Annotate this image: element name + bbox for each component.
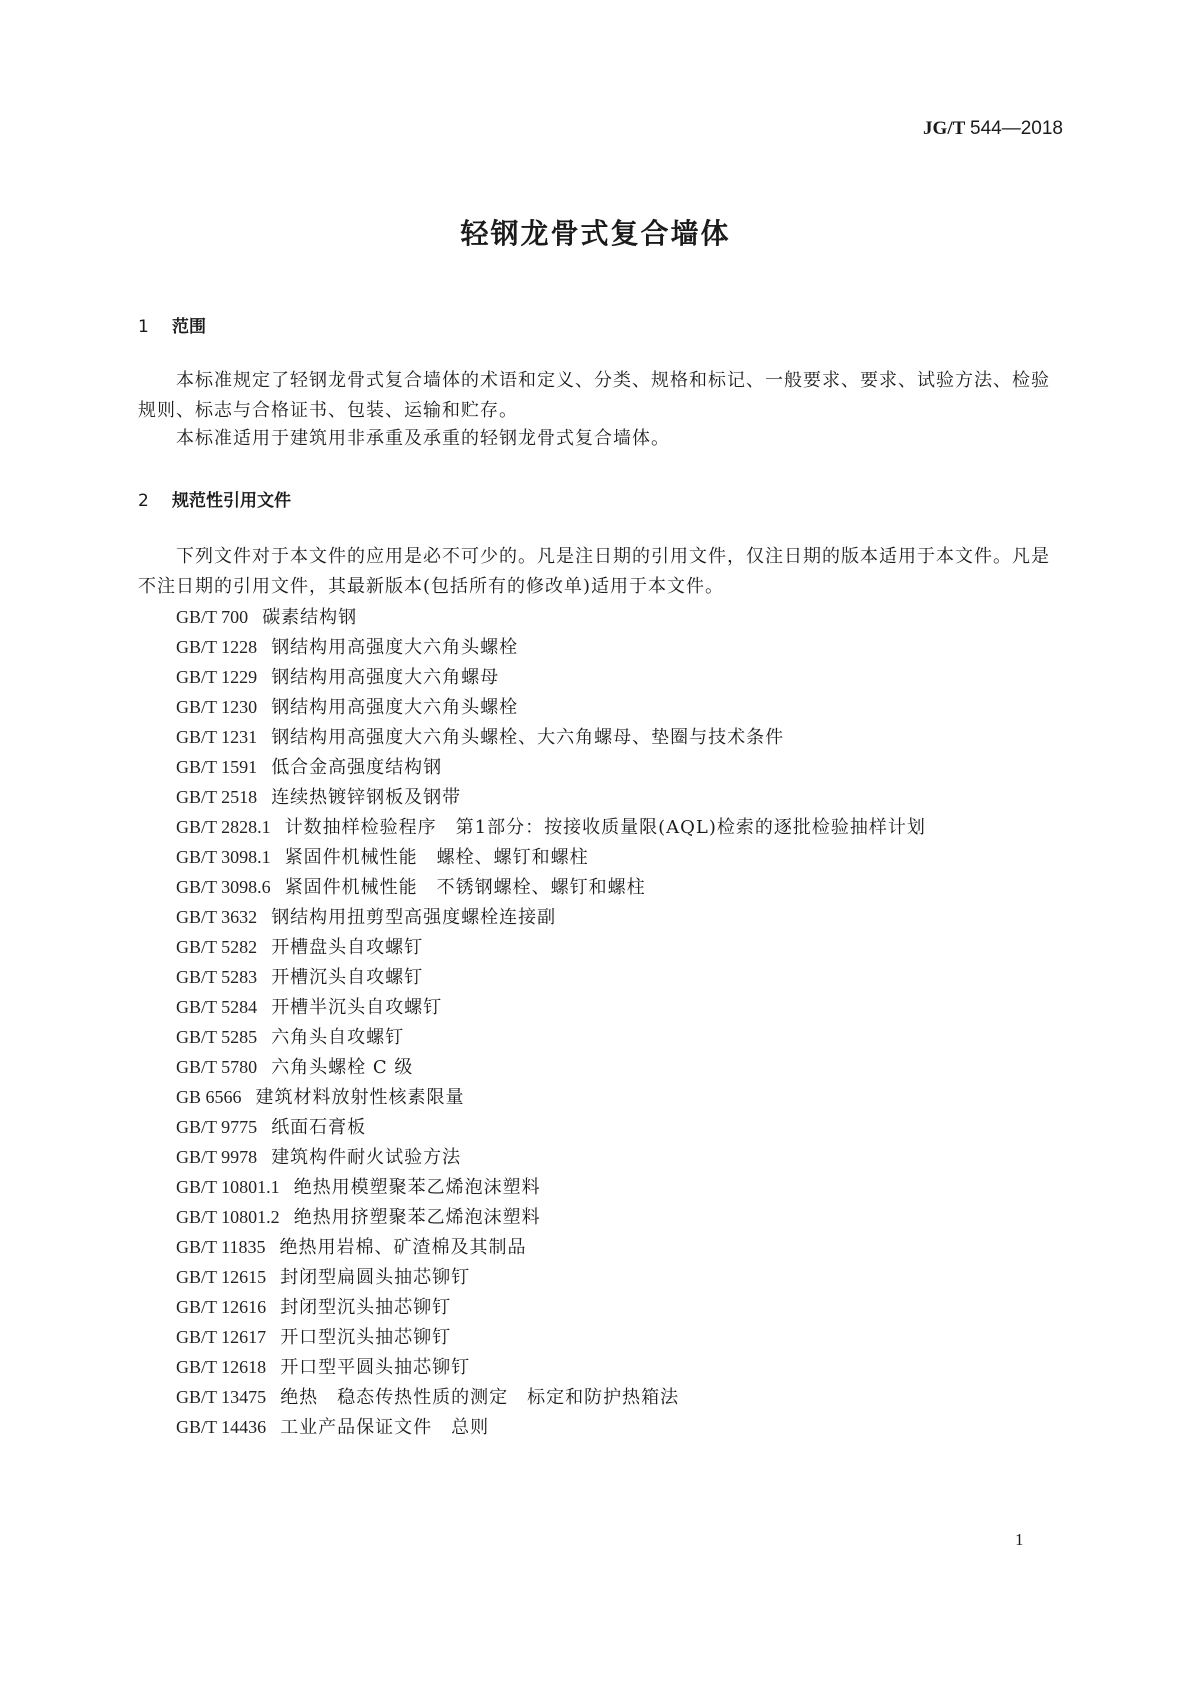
reference-code: GB/T 12618	[176, 1357, 267, 1377]
reference-item	[176, 782, 926, 812]
reference-code: GB/T 2518	[176, 787, 258, 807]
reference-item	[176, 1202, 926, 1232]
reference-code: GB/T 1228	[176, 637, 258, 657]
reference-title: 钢结构用扭剪型高强度螺栓连接副	[271, 907, 557, 928]
reference-code: GB/T 5780	[176, 1057, 258, 1077]
reference-title: 开槽沉头自攻螺钉	[271, 967, 424, 988]
reference-item	[176, 1082, 926, 1112]
reference-item	[176, 1022, 926, 1052]
standard-prefix: JG/T	[923, 118, 966, 139]
reference-code: GB/T 10801.2	[176, 1207, 280, 1227]
section-number: 1	[138, 317, 149, 337]
reference-title: 绝热用模塑聚苯乙烯泡沫塑料	[293, 1177, 541, 1198]
reference-item	[176, 632, 926, 662]
reference-item	[176, 842, 926, 872]
reference-title: 封闭型扁圆头抽芯铆钉	[280, 1267, 471, 1288]
standard-number: 544—2018	[970, 118, 1063, 139]
reference-code: GB/T 2828.1	[176, 817, 271, 837]
reference-title: 钢结构用高强度大六角螺母	[271, 667, 500, 688]
reference-title: 开口型平圆头抽芯铆钉	[280, 1357, 471, 1378]
reference-title: 绝热用岩棉、矿渣棉及其制品	[279, 1237, 527, 1258]
reference-title: 连续热镀锌钢板及钢带	[271, 787, 462, 808]
reference-code: GB/T 10801.1	[176, 1177, 280, 1197]
reference-code: GB 6566	[176, 1087, 242, 1107]
reference-code: GB/T 5284	[176, 997, 258, 1017]
reference-item	[176, 1322, 926, 1352]
reference-code: GB/T 12617	[176, 1327, 267, 1347]
reference-item	[176, 1232, 926, 1262]
reference-title: 绝热用挤塑聚苯乙烯泡沫塑料	[293, 1207, 541, 1228]
reference-item	[176, 992, 926, 1022]
reference-title: 开口型沉头抽芯铆钉	[280, 1327, 452, 1348]
page-number: 1	[1015, 1530, 1024, 1549]
section-title: 范围	[172, 317, 206, 337]
reference-item	[176, 662, 926, 692]
reference-code: GB/T 12616	[176, 1297, 267, 1317]
reference-item	[176, 692, 926, 722]
reference-title: 封闭型沉头抽芯铆钉	[280, 1297, 452, 1318]
reference-code: GB/T 1231	[176, 727, 258, 747]
reference-title: 紧固件机械性能 不锈钢螺栓、螺钉和螺柱	[284, 877, 646, 898]
reference-code: GB/T 5282	[176, 937, 258, 957]
reference-title: 低合金高强度结构钢	[271, 757, 443, 778]
reference-code: GB/T 700	[176, 607, 249, 627]
reference-item	[176, 1052, 926, 1082]
reference-title: 纸面石膏板	[271, 1117, 367, 1138]
reference-item	[176, 872, 926, 902]
reference-code: GB/T 1230	[176, 697, 258, 717]
reference-code: GB/T 14436	[176, 1417, 267, 1437]
section-heading-normative-references	[138, 486, 291, 511]
reference-code: GB/T 3098.6	[176, 877, 271, 897]
reference-title: 计数抽样检验程序 第1部分：按接收质量限(AQL)检索的逐批检验抽样计划	[284, 817, 926, 838]
section-number: 2	[138, 491, 149, 511]
reference-code: GB/T 12615	[176, 1267, 267, 1287]
reference-code: GB/T 5283	[176, 967, 258, 987]
reference-title: 钢结构用高强度大六角头螺栓、大六角螺母、垫圈与技术条件	[271, 727, 785, 748]
scope-paragraph-2: 本标准适用于建筑用非承重及承重的轻钢龙骨式复合墙体。	[176, 428, 670, 449]
reference-title: 开槽半沉头自攻螺钉	[271, 997, 443, 1018]
reference-title: 绝热 稳态传热性质的测定 标定和防护热箱法	[280, 1387, 680, 1408]
reference-code: GB/T 13475	[176, 1387, 267, 1407]
reference-code: GB/T 9775	[176, 1117, 258, 1137]
reference-code: GB/T 1591	[176, 757, 258, 777]
reference-item	[176, 932, 926, 962]
reference-title: 建筑材料放射性核素限量	[255, 1087, 465, 1108]
reference-list	[176, 602, 926, 1442]
reference-code: GB/T 3632	[176, 907, 258, 927]
reference-title: 紧固件机械性能 螺栓、螺钉和螺柱	[284, 847, 589, 868]
reference-item	[176, 1352, 926, 1382]
document-title: 轻钢龙骨式复合墙体	[460, 217, 731, 250]
reference-title: 六角头螺栓 C 级	[271, 1057, 414, 1078]
reference-item	[176, 752, 926, 782]
reference-title: 钢结构用高强度大六角头螺栓	[271, 697, 519, 718]
reference-item	[176, 722, 926, 752]
reference-item	[176, 1142, 926, 1172]
reference-title: 建筑构件耐火试验方法	[271, 1147, 462, 1168]
reference-title: 碳素结构钢	[262, 607, 358, 628]
reference-item	[176, 1382, 926, 1412]
reference-title: 钢结构用高强度大六角头螺栓	[271, 637, 519, 658]
reference-item	[176, 1292, 926, 1322]
reference-item	[176, 1262, 926, 1292]
standard-code	[923, 118, 1063, 140]
reference-item	[176, 602, 926, 632]
reference-code: GB/T 5285	[176, 1027, 258, 1047]
reference-code: GB/T 9978	[176, 1147, 258, 1167]
reference-code: GB/T 11835	[176, 1237, 266, 1257]
reference-item	[176, 1412, 926, 1442]
reference-item	[176, 902, 926, 932]
references-intro-paragraph: 下列文件对于本文件的应用是必不可少的。凡是注日期的引用文件，仅注日期的版本适用于本文件。凡是不注日期的引用文件，其最新版本(包括所有的修改单)适用于本文件。	[138, 546, 1050, 597]
reference-code: GB/T 3098.1	[176, 847, 271, 867]
reference-item	[176, 1112, 926, 1142]
section-heading-scope	[138, 312, 206, 337]
scope-paragraph-1: 本标准规定了轻钢龙骨式复合墙体的术语和定义、分类、规格和标记、一般要求、要求、试验方法、检验规则、标志与合格证书、包装、运输和贮存。	[138, 370, 1050, 421]
reference-title: 工业产品保证文件 总则	[280, 1417, 490, 1438]
section-title: 规范性引用文件	[172, 491, 291, 511]
reference-item	[176, 962, 926, 992]
reference-title: 开槽盘头自攻螺钉	[271, 937, 424, 958]
reference-item	[176, 1172, 926, 1202]
reference-title: 六角头自攻螺钉	[271, 1027, 405, 1048]
reference-item	[176, 812, 926, 842]
reference-code: GB/T 1229	[176, 667, 258, 687]
